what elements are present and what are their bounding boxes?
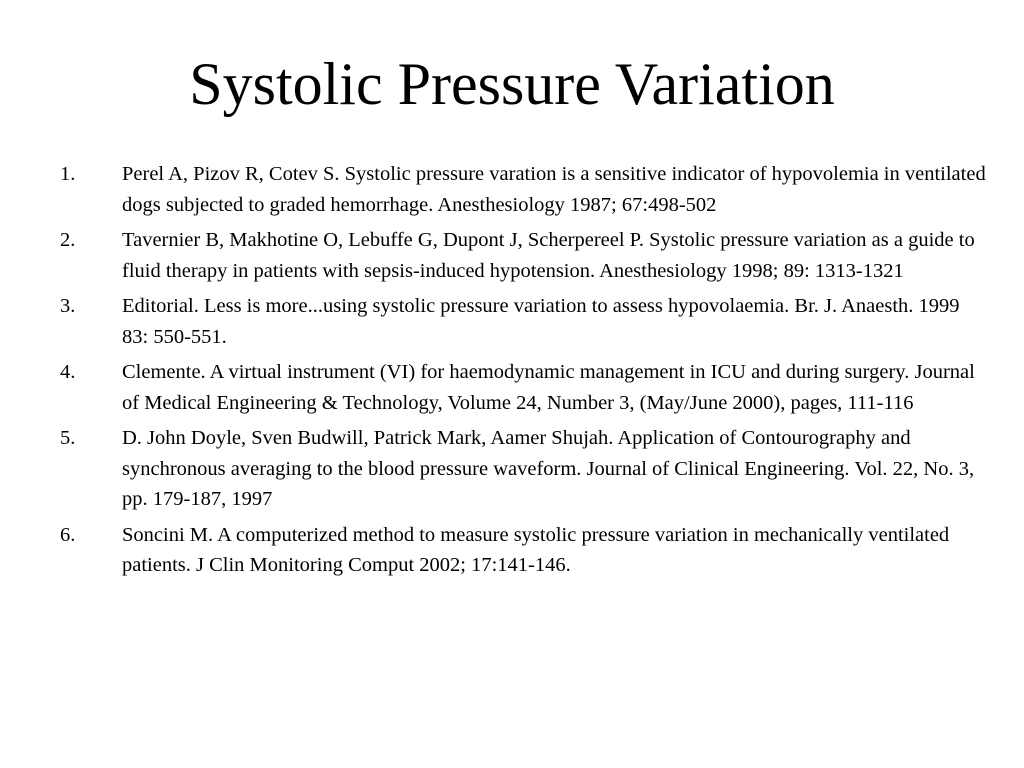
- reference-text: Editorial. Less is more...using systolic pressure variation to assess hypovolaemia. Br. J. Anaesth. 1999 83: 550-551.: [122, 295, 960, 348]
- reference-number: 3.: [60, 295, 76, 317]
- reference-number: 1.: [60, 163, 76, 185]
- reference-list: [60, 159, 990, 586]
- reference-text: Tavernier B, Makhotine O, Lebuffe G, Dupont J, Scherpereel P. Systolic pressure variation as a guide to fluid therapy in patients with sepsis-induced hypotension. Anesthesiology 1998; 89: 1313-1321: [122, 229, 975, 282]
- reference-number: 6.: [60, 523, 76, 546]
- reference-item: [60, 357, 990, 418]
- reference-item: [60, 225, 990, 286]
- reference-item: [60, 159, 990, 220]
- reference-text: Perel A, Pizov R, Cotev S. Systolic pressure varation is a sensitive indicator of hypovolemia in ventilated dogs subjected to graded hemorrhage. Anesthesiology 1987; 67:498-502: [122, 163, 986, 216]
- reference-number: 5.: [60, 427, 76, 449]
- slide-title: Systolic Pressure Variation: [189, 51, 835, 117]
- reference-text: D. John Doyle, Sven Budwill, Patrick Mark, Aamer Shujah. Application of Contourography and synchronous averaging to the blood pressure waveform. Journal of Clinical Engineering. Vol. 22, No. 3, pp. 179-187, 1997: [122, 427, 975, 510]
- reference-number: 2.: [60, 229, 76, 251]
- reference-item: [60, 423, 990, 515]
- reference-text: Soncini M. A computerized method to measure systolic pressure variation in mechanically ventilated patients. J Clin Monitoring Comput 2002; 17:141-146.: [122, 523, 950, 576]
- reference-item: [60, 291, 990, 352]
- reference-item: [60, 520, 990, 581]
- reference-text: Clemente. A virtual instrument (VI) for haemodynamic management in ICU and during surgery. Journal of Medical Engineering & Technology, Volume 24, Number 3, (May/June 2000), pages, 111-116: [122, 361, 975, 414]
- reference-number: 4.: [60, 361, 76, 383]
